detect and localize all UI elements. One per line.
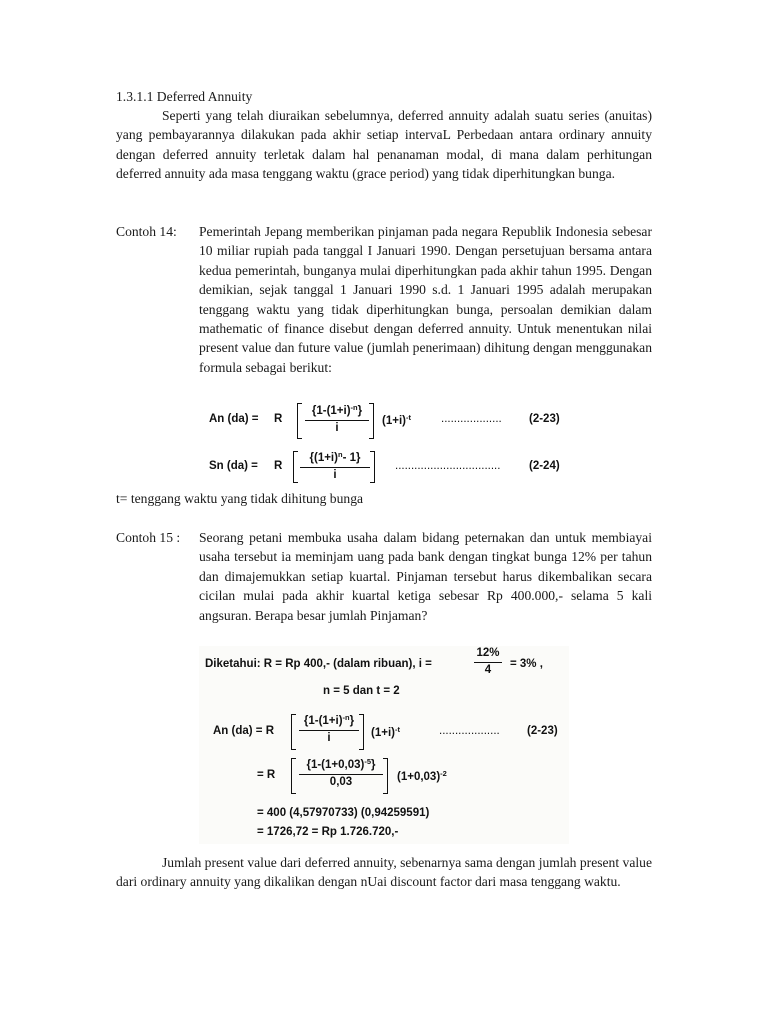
formula-sn-da: Sn (da) = R $\frac{\{(1+i)^n- 1\}}{i}$ ................................. (2-24)	[199, 450, 569, 486]
solution-block: Diketahui: R = Rp 400,- (dalam ribuan), i = $\frac{12\%}{4}$ = 3% , n = 5 dan t = 2 An (da) = R $\frac{\{1-(1+i)^{-n}\}}{i}$ $(1+i)^{-t}$ ................... (2-23) = R $\frac{\{1-(1+0,03)^{-5}\}}{0,03}$ $(1+0,03)^{-2}$ = 400 (4,57970733) (0,94259591) = 1726,72 = Rp 1.726.720,-	[199, 646, 569, 844]
example-15-label: Contoh 15 :	[116, 530, 181, 545]
intro-paragraph	[116, 106, 652, 184]
formula-an-da: An (da) = R $\frac{\{1-(1+i)^{-n}\}}{i}$ $(1+i)^{-t}$ ................... (2-23)	[199, 402, 569, 444]
intro-text: Seperti yang telah diuraikan sebelumnya, deferred annuity adalah suatu series (anuitas) yang pembayarannya dilakukan pada akhir setiap intervaL Perbedaan antara ordinary annuity dengan deferred annuity terletak dalam hal penanaman modal, di mana dalam perhitungan deferred annuity ada masa tenggang waktu (grace period) yang tidak diperhitungkan bunga.	[116, 108, 652, 182]
solution-an-fraction: $\frac{\{1-(1+i)^{-n}\}}{i}$	[299, 714, 359, 744]
grace-period-note: t= tenggang waktu yang tidak dihitung bunga	[116, 491, 364, 506]
formula-sn-fraction: $\frac{\{(1+i)^n- 1\}}{i}$	[300, 451, 370, 481]
solution-sub-fraction: $\frac{\{1-(1+0,03)^{-5}\}}{0,03}$	[299, 758, 383, 788]
example-14-label: Contoh 14:	[116, 224, 177, 239]
section-heading: 1.3.1.1 Deferred Annuity	[116, 89, 253, 104]
example-14-text: Pemerintah Jepang memberikan pinjaman pada negara Republik Indonesia sebesar 10 miliar rupiah pada tanggal I Januari 1990. Dengan persetujuan bersama antara kedua pemerintah, bunganya mulai diperhitungkan pada akhir tahun 1995. Dengan demikian, sejak tanggal 1 Januari 1990 s.d. 1 Januari 1995 adalah merupakan tenggang waktu yang tidak diperhitungkan bunga, persoalan demikian dalam mathematic of finance disebut dengan deferred annuity. Untuk menentukan nilai present value dan future value (jumlah penerimaan) dihitung dengan menggunakan formula sebagai berikut:	[199, 224, 652, 375]
closing-text: Jumlah present value dari deferred annuity, sebenarnya sama dengan jumlah present value dari ordinary annuity yang dikalikan dengan nUai discount factor dari masa tenggang waktu.	[116, 855, 652, 890]
formula-an-fraction: $\frac{\{1-(1+i)^{-n}\}}{i}$	[305, 404, 369, 434]
interest-fraction: $\frac{12\%}{4}$	[474, 648, 502, 676]
example-15-text: Seorang petani membuka usaha dalam bidang peternakan dan untuk membiayai usaha tersebut ia meminjam uang pada bank dengan tingkat bunga 12% per tahun dan dimajemukkan setiap kuartal. Pinjaman tersebut harus dikembalikan secara cicilan mulai pada akhir kuartal ketiga sebesar Rp 400.000,- selama 5 kali angsuran. Berapa besar jumlah Pinjaman?	[199, 530, 652, 623]
closing-paragraph	[116, 853, 652, 892]
